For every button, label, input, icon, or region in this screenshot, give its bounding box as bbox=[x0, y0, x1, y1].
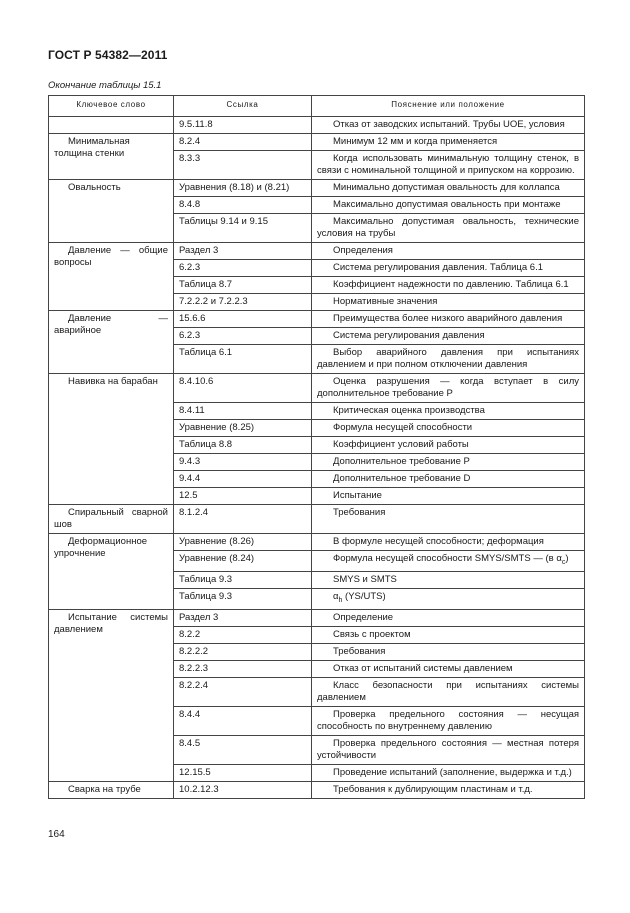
reference-cell: Раздел 3 bbox=[174, 609, 312, 626]
explanation-cell: Проведение испытаний (заполнение, выдержка и т.д.) bbox=[312, 764, 585, 781]
reference-cell: 9.4.4 bbox=[174, 471, 312, 488]
reference-cell: 8.4.5 bbox=[174, 735, 312, 764]
explanation-cell: Когда использовать минимальную толщину стенок, в связи с номинальной толщиной и припуском на коррозию. bbox=[312, 151, 585, 180]
table-row bbox=[49, 374, 585, 403]
explanation-cell: Минимум 12 мм и когда применяется bbox=[312, 134, 585, 151]
reference-cell: 7.2.2.2 и 7.2.2.3 bbox=[174, 294, 312, 311]
explanation-cell: Дополнительное требование Р bbox=[312, 454, 585, 471]
reference-cell: Уравнения (8.18) и (8.21) bbox=[174, 180, 312, 197]
explanation-tail: ) bbox=[565, 553, 569, 564]
explanation-cell: Нормативные значения bbox=[312, 294, 585, 311]
keyword-cell: Давление — аварийное bbox=[49, 311, 174, 374]
explanation-cell: Максимально допустимая овальность, технические условия на трубы bbox=[312, 214, 585, 243]
table-row bbox=[49, 505, 585, 534]
explanation-cell bbox=[312, 588, 585, 609]
table-caption: Окончание таблицы 15.1 bbox=[48, 80, 162, 91]
reference-cell: 8.4.11 bbox=[174, 403, 312, 420]
keyword-cell bbox=[49, 117, 174, 134]
reference-cell: 8.4.4 bbox=[174, 706, 312, 735]
reference-cell: Таблицы 9.14 и 9.15 bbox=[174, 214, 312, 243]
explanation-cell: Связь с проектом bbox=[312, 626, 585, 643]
explanation-text: Формула несущей способности SMYS/SMTS — (в α bbox=[333, 553, 562, 564]
reference-cell: 6.2.3 bbox=[174, 328, 312, 345]
explanation-cell: Коэффициент условий работы bbox=[312, 437, 585, 454]
reference-cell: 9.4.3 bbox=[174, 454, 312, 471]
table-row bbox=[49, 180, 585, 197]
reference-cell: Уравнение (8.25) bbox=[174, 420, 312, 437]
explanation-cell: Требования bbox=[312, 505, 585, 534]
reference-cell: 8.4.10.6 bbox=[174, 374, 312, 403]
explanation-cell: Дополнительное требование D bbox=[312, 471, 585, 488]
explanation-cell: SMYS и SMTS bbox=[312, 571, 585, 588]
reference-cell: 8.2.4 bbox=[174, 134, 312, 151]
explanation-cell: Оценка разрушения — когда вступает в силу дополнительное требование Р bbox=[312, 374, 585, 403]
explanation-cell: Отказ от испытаний системы давлением bbox=[312, 660, 585, 677]
explanation-cell: Требования bbox=[312, 643, 585, 660]
explanation-cell: Определение bbox=[312, 609, 585, 626]
explanation-cell: Испытание bbox=[312, 488, 585, 505]
reference-cell: 15.6.6 bbox=[174, 311, 312, 328]
explanation-cell: Проверка предельного состояния — несущая способность по внутреннему давлению bbox=[312, 706, 585, 735]
explanation-text: α bbox=[333, 590, 339, 602]
explanation-cell bbox=[312, 551, 585, 572]
explanation-cell: Класс безопасности при испытаниях системы давлением bbox=[312, 677, 585, 706]
keyword-cell: Сварка на трубе bbox=[49, 781, 174, 798]
index-table bbox=[48, 95, 585, 799]
explanation-cell: Система регулирования давления. Таблица 6.1 bbox=[312, 260, 585, 277]
reference-cell: Раздел 3 bbox=[174, 243, 312, 260]
reference-cell: Таблица 8.8 bbox=[174, 437, 312, 454]
explanation-tail: (YS/UTS) bbox=[342, 590, 386, 602]
reference-cell: Таблица 9.3 bbox=[174, 588, 312, 609]
explanation-cell: Выбор аварийного давления при испытаниях давлением и при полном отключении давления bbox=[312, 345, 585, 374]
reference-cell: 8.1.2.4 bbox=[174, 505, 312, 534]
explanation-cell: Максимально допустимая овальность при монтаже bbox=[312, 197, 585, 214]
subscript: h bbox=[338, 596, 343, 604]
explanation-cell: Коэффициент надежности по давлению. Таблица 6.1 bbox=[312, 277, 585, 294]
reference-cell: 10.2.12.3 bbox=[174, 781, 312, 798]
table-body bbox=[49, 117, 585, 799]
explanation-cell: Преимущества более низкого аварийного давления bbox=[312, 311, 585, 328]
reference-cell: Таблица 8.7 bbox=[174, 277, 312, 294]
reference-cell: 8.3.3 bbox=[174, 151, 312, 180]
reference-cell: 8.2.2.2 bbox=[174, 643, 312, 660]
explanation-cell: В формуле несущей способности; деформация bbox=[312, 534, 585, 551]
explanation-cell: Проверка предельного состояния — местная потеря устойчивости bbox=[312, 735, 585, 764]
page-number: 164 bbox=[48, 829, 65, 840]
reference-cell: Уравнение (8.24) bbox=[174, 551, 312, 572]
table-row bbox=[49, 609, 585, 626]
explanation-cell: Минимально допустимая овальность для коллапса bbox=[312, 180, 585, 197]
reference-cell: 9.5.11.8 bbox=[174, 117, 312, 134]
table-header-row bbox=[49, 96, 585, 117]
table-row bbox=[49, 243, 585, 260]
table-row bbox=[49, 117, 585, 134]
explanation-cell: Отказ от заводских испытаний. Трубы UOE, условия bbox=[312, 117, 585, 134]
reference-cell: 12.15.5 bbox=[174, 764, 312, 781]
keyword-cell: Минимальная толщина стенки bbox=[49, 134, 174, 180]
explanation-cell: Критическая оценка производства bbox=[312, 403, 585, 420]
keyword-cell: Спиральный сварной шов bbox=[49, 505, 174, 534]
keyword-cell: Деформационное упрочнение bbox=[49, 534, 174, 610]
reference-cell: 8.2.2.3 bbox=[174, 660, 312, 677]
explanation-cell: Определения bbox=[312, 243, 585, 260]
reference-cell: Уравнение (8.26) bbox=[174, 534, 312, 551]
keyword-cell: Навивка на барабан bbox=[49, 374, 174, 505]
keyword-cell: Овальность bbox=[49, 180, 174, 243]
explanation-cell: Формула несущей способности bbox=[312, 420, 585, 437]
document-title: ГОСТ Р 54382—2011 bbox=[48, 48, 168, 62]
table-row bbox=[49, 134, 585, 151]
column-header-explanation: Пояснение или положение bbox=[312, 96, 585, 117]
keyword-cell: Давление — общие вопросы bbox=[49, 243, 174, 311]
reference-cell: 8.4.8 bbox=[174, 197, 312, 214]
reference-cell: Таблица 9.3 bbox=[174, 571, 312, 588]
reference-cell: 8.2.2 bbox=[174, 626, 312, 643]
column-header-reference: Ссылка bbox=[174, 96, 312, 117]
reference-cell: 12.5 bbox=[174, 488, 312, 505]
reference-cell: Таблица 6.1 bbox=[174, 345, 312, 374]
reference-cell: 8.2.2.4 bbox=[174, 677, 312, 706]
column-header-keyword: Ключевое слово bbox=[49, 96, 174, 117]
reference-cell: 6.2.3 bbox=[174, 260, 312, 277]
explanation-cell: Требования к дублирующим пластинам и т.д. bbox=[312, 781, 585, 798]
table-row bbox=[49, 781, 585, 798]
explanation-cell: Система регулирования давления bbox=[312, 328, 585, 345]
subscript: c bbox=[561, 558, 566, 566]
keyword-cell: Испытание системы давлением bbox=[49, 609, 174, 781]
table-row bbox=[49, 311, 585, 328]
table-row bbox=[49, 534, 585, 551]
